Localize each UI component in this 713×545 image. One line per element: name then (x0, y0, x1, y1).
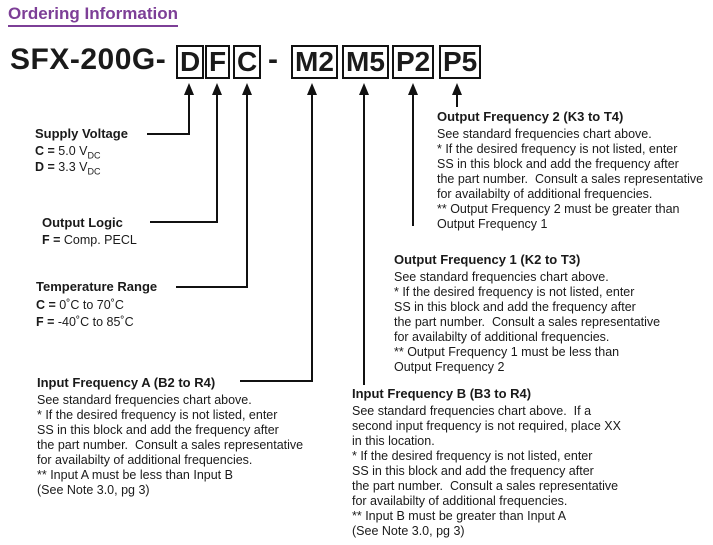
page-title: Ordering Information (8, 4, 178, 27)
text-line: Output Frequency 2 (394, 360, 505, 374)
option-value: 3.3 V (54, 159, 88, 174)
section-body (437, 127, 703, 232)
section-heading: Output Frequency 1 (K2 to T3) (394, 252, 581, 267)
arrow-up-icon (212, 83, 222, 95)
text-line: ** Input A must be less than Input B (37, 468, 233, 482)
option-value: Comp. PECL (60, 233, 137, 247)
part-code-box-output-freq-2: P5 (439, 45, 481, 79)
part-code-box-input-freq-b: M5 (342, 45, 389, 79)
option-value: 5.0 V (54, 144, 88, 158)
section-heading: Temperature Range (36, 279, 158, 294)
section-heading: Input Frequency B (B3 to R4) (352, 386, 532, 401)
section-output-logic (42, 215, 137, 249)
section-heading: Output Frequency 2 (K3 to T4) (437, 109, 624, 124)
section-output-frequency-1 (394, 252, 660, 375)
option-row (35, 160, 128, 176)
text-line: SS in this block and add the frequency after (437, 157, 679, 171)
text-line: ** Output Frequency 2 must be greater than (437, 202, 680, 216)
part-code-box-input-freq-a: M2 (291, 45, 338, 79)
section-supply-voltage (35, 126, 128, 175)
connector-temperature-range-hline (176, 286, 248, 288)
text-line: ** Output Frequency 1 must be less than (394, 345, 620, 359)
section-body (352, 404, 621, 539)
section-body (394, 270, 660, 375)
part-number-separator: - (268, 43, 278, 76)
option-row (36, 314, 157, 331)
arrow-up-icon (359, 83, 369, 95)
option-row (42, 233, 137, 249)
connector-output-freq-1-vline (412, 95, 414, 226)
text-line: See standard frequencies chart above. If a (352, 404, 592, 418)
text-line: SS in this block and add the frequency after (394, 300, 636, 314)
part-code-box-output-freq-1: P2 (392, 45, 434, 79)
text-line: (See Note 3.0, pg 3) (37, 483, 150, 497)
section-output-frequency-2 (437, 109, 703, 232)
text-line: for availabilty of additional frequencies. (37, 453, 253, 467)
section-body (37, 393, 303, 498)
text-line: the part number. Consult a sales representative (437, 172, 704, 186)
text-line: * If the desired frequency is not listed, enter (37, 408, 278, 422)
option-value: 0˚C to 70˚C (55, 298, 124, 312)
part-code-box-supply-voltage: D (176, 45, 204, 79)
text-line: ** Input B must be greater than Input A (352, 509, 567, 523)
section-heading: Output Logic (42, 215, 123, 230)
connector-input-freq-b-vline (363, 95, 365, 385)
connector-temperature-range-vline (246, 95, 248, 288)
text-line: See standard frequencies chart above. (437, 127, 652, 141)
option-code: C = (35, 144, 55, 158)
text-line: See standard frequencies chart above. (394, 270, 609, 284)
option-subscript: DC (87, 150, 101, 161)
arrow-up-icon (184, 83, 194, 95)
arrow-up-icon (242, 83, 252, 95)
connector-input-freq-a-vline (311, 95, 313, 382)
connector-supply-voltage-hline (147, 133, 190, 135)
section-input-frequency-a (37, 375, 303, 498)
text-line: * If the desired frequency is not listed, enter (352, 449, 593, 463)
option-code: F = (36, 315, 55, 329)
section-temperature-range (36, 279, 157, 331)
section-input-frequency-b (352, 386, 621, 539)
option-value: -40˚C to 85˚C (54, 315, 134, 329)
section-heading: Input Frequency A (B2 to R4) (37, 375, 216, 390)
connector-supply-voltage-vline (188, 95, 190, 135)
connector-output-logic-hline (150, 221, 218, 223)
connector-output-freq-2-vline (456, 95, 458, 107)
text-line: SS in this block and add the frequency after (37, 423, 279, 437)
text-line: the part number. Consult a sales representative (394, 315, 661, 329)
section-heading: Supply Voltage (35, 126, 128, 141)
option-code: F = (42, 233, 61, 247)
text-line: second input frequency is not required, place XX (352, 419, 621, 433)
part-code-box-output-logic: F (205, 45, 230, 79)
text-line: for availabilty of additional frequencies. (352, 494, 568, 508)
option-subscript: DC (87, 166, 101, 176)
text-line: * If the desired frequency is not listed, enter (394, 285, 635, 299)
part-number-prefix: SFX-200G- (10, 43, 167, 76)
part-code-box-temperature-range: C (233, 45, 261, 79)
text-line: See standard frequencies chart above. (37, 393, 252, 407)
arrow-up-icon (307, 83, 317, 95)
text-line: the part number. Consult a sales representative (37, 438, 304, 452)
text-line: * If the desired frequency is not listed, enter (437, 142, 678, 156)
option-row (35, 144, 128, 160)
text-line: SS in this block and add the frequency after (352, 464, 594, 478)
text-line: the part number. Consult a sales representative (352, 479, 619, 493)
option-code: D = (35, 159, 55, 174)
text-line: for availabilty of additional frequencies. (394, 330, 610, 344)
connector-output-logic-vline (216, 95, 218, 223)
text-line: for availabilty of additional frequencies. (437, 187, 653, 201)
arrow-up-icon (408, 83, 418, 95)
option-code: C = (36, 298, 56, 312)
text-line: Output Frequency 1 (437, 217, 548, 231)
arrow-up-icon (452, 83, 462, 95)
option-row (36, 297, 157, 314)
text-line: in this location. (352, 434, 435, 448)
text-line: (See Note 3.0, pg 3) (352, 524, 465, 538)
